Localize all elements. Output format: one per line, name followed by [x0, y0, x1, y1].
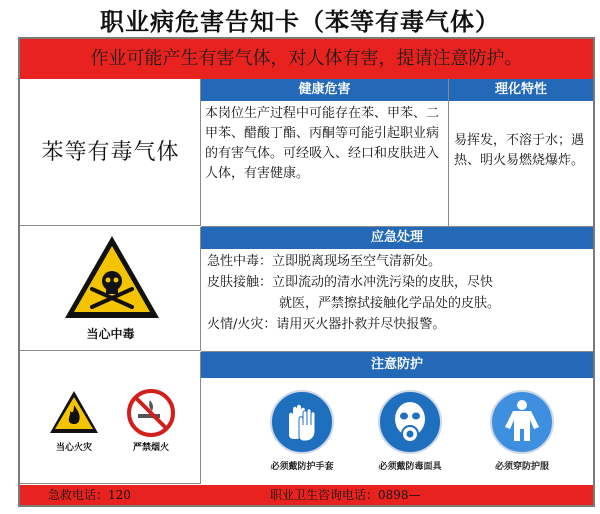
poison-sign-label: 当心中毒	[86, 327, 135, 341]
fire-signs-cell	[20, 352, 201, 484]
gloves-label: 必须戴防护手套	[270, 462, 334, 472]
gas-mask-label: 必须戴防毒面具	[378, 462, 442, 472]
emergency-header: 应急处理	[201, 227, 593, 249]
column-divider	[448, 79, 449, 226]
emergency-text	[207, 251, 587, 335]
physchem-text: 易挥发，不溶于水；遇热、明火易燃烧爆炸。	[454, 133, 585, 168]
health-hazard-header: 健康危害	[201, 79, 448, 101]
substance-name-cell	[20, 79, 201, 226]
protective-suit-icon	[489, 389, 555, 455]
poison-warning-icon	[62, 233, 162, 321]
footer-bar	[20, 485, 593, 505]
emergency-line-2: 皮肤接触：立即流动的清水冲洗污染的皮肤，尽快	[207, 275, 494, 290]
protection-header: 注意防护	[201, 352, 593, 378]
gloves-icon	[269, 389, 335, 455]
card-title: 职业病危害告知卡（苯等有毒气体）	[100, 8, 500, 36]
physchem-header: 理化特性	[449, 79, 593, 101]
fire-warning-icon	[48, 389, 100, 435]
emergency-phone: 急救电话：120	[48, 488, 131, 502]
poison-sign-cell	[20, 227, 201, 351]
protective-suit-label: 必须穿防护服	[494, 462, 549, 472]
warning-banner: 作业可能产生有害气体，对人体有害，提请注意防护。	[20, 39, 593, 79]
no-smoking-label: 严禁烟火	[132, 443, 169, 453]
consult-phone: 职业卫生咨询电话：0898—	[270, 488, 421, 502]
health-hazard-text: 本岗位生产过程中可能存在苯、甲苯、二甲苯、醋酸丁酯、丙酮等可能引起职业病的有害气体。可经吸入、经口和皮肤进入人体，有害健康。	[205, 106, 440, 181]
hazard-card	[18, 37, 595, 507]
gas-mask-icon	[377, 389, 443, 455]
emergency-line-1: 急性中毒：立即脱离现场至空气清新处。	[207, 254, 442, 269]
substance-name: 苯等有毒气体	[41, 140, 180, 165]
no-smoking-icon	[126, 388, 176, 438]
emergency-line-3: 就医，严禁擦拭接触化学品处的皮肤。	[279, 296, 501, 311]
fire-sign-label: 当心火灾	[55, 443, 92, 453]
emergency-line-4: 火情/火灾：请用灭火器扑救并尽快报警。	[207, 317, 446, 332]
